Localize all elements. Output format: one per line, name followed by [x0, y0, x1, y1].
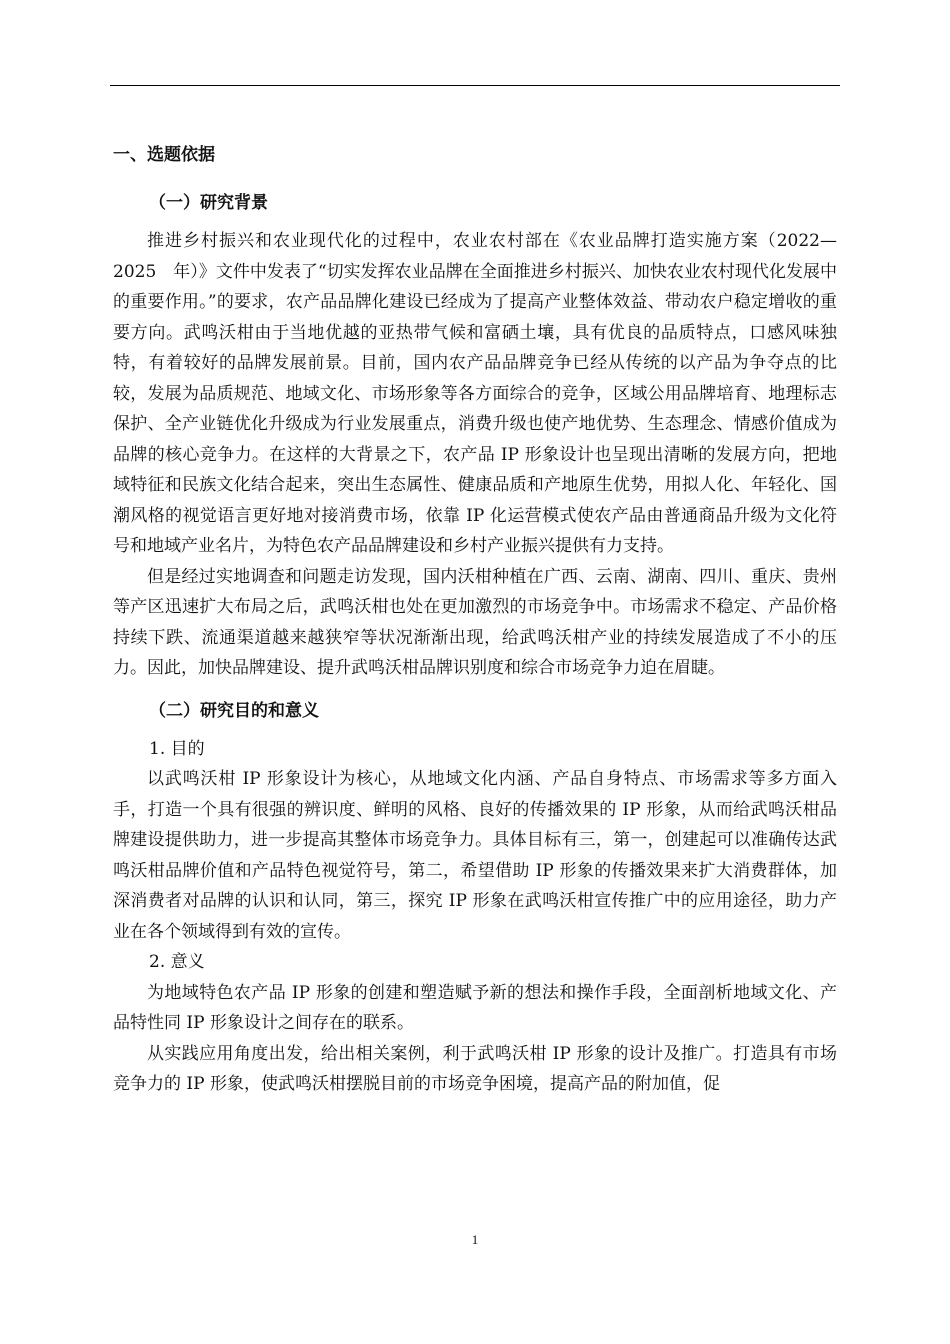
- heading-research-purpose: （二）研究目的和意义: [149, 700, 319, 721]
- paragraph: 从实践应用角度出发，给出相关案例，利于武鸣沃柑 IP 形象的设计及推广。打造具有市场竞争力的 IP 形象，使武鸣沃柑摆脱目前的市场竞争困境，提高产品的附加值，促: [113, 1043, 837, 1094]
- heading-research-background: （一）研究背景: [149, 193, 268, 213]
- paragraph: 为地域特色农产品 IP 形象的创建和塑造赋予新的想法和操作手段，全面剖析地域文化、产品特性同 IP 形象设计之间存在的联系。: [113, 982, 837, 1033]
- document-body: [113, 140, 837, 1100]
- header-rule: [110, 85, 840, 86]
- subheading-meaning: 2. 意义: [149, 952, 205, 972]
- paragraph: 推进乡村振兴和农业现代化的过程中，农业农村部在《农业品牌打造实施方案（2022—2025 年）》文件中发表了“切实发挥农业品牌在全面推进乡村振兴、加快农业农村现代化发展中的重要作用。”的要求，农产品品牌化建设已经成为了提高产业整体效益、带动农户稳定增收的重要方向。武鸣沃柑由于当地优越的亚热带气候和富硒土壤，具有优良的品质特点，口感风味独特，有着较好的品牌发展前景。目前，国内农产品品牌竞争已经从传统的以产品为争夺点的比较，发展为品质规范、地域文化、市场形象等各方面综合的竞争，区域公用品牌培育、地理标志保护、全产业链优化升级成为行业发展重点，消费升级也使产地优势、生态理念、情感价值成为品牌的核心竞争力。在这样的大背景之下，农产品 IP 形象设计也呈现出清晰的发展方向，把地域特征和民族文化结合起来，突出生态属性、健康品质和产地原生优势，用拟人化、年轻化、国潮风格的视觉语言更好地对接消费市场，依靠 IP 化运营模式使农产品由普通商品升级为文化符号和地域产业名片，为特色农产品品牌建设和乡村产业振兴提供有力支持。: [113, 231, 837, 556]
- page-number: 1: [471, 1232, 479, 1247]
- subheading-goal: 1. 目的: [149, 738, 205, 759]
- paragraph: 以武鸣沃柑 IP 形象设计为核心，从地域文化内涵、产品自身特点、市场需求等多方面入手，打造一个具有很强的辨识度、鲜明的风格、良好的传播效果的 IP 形象，从而给武鸣沃柑品牌建设提供助力，进一步提高其整体市场竞争力。具体目标有三，第一，创建起可以准确传达武鸣沃柑品牌价值和产品特色视觉符号，第二，希望借助 IP 形象的传播效果来扩大消费群体，加深消费者对品牌的认识和认同，第三，探究 IP 形象在武鸣沃柑宣传推广中的应用途径，助力产业在各个领域得到有效的宣传。: [113, 769, 837, 942]
- heading-topic-basis: 一、选题依据: [113, 145, 215, 165]
- paragraph: 但是经过实地调查和问题走访发现，国内沃柑种植在广西、云南、湖南、四川、重庆、贵州等产区迅速扩大布局之后，武鸣沃柑也处在更加激烈的市场竞争中。市场需求不稳定、产品价格持续下跌、流通渠道越来越狭窄等状况渐渐出现，给武鸣沃柑产业的持续发展造成了不小的压力。因此，加快品牌建设、提升武鸣沃柑品牌识别度和综合市场竞争力迫在眉睫。: [113, 566, 837, 678]
